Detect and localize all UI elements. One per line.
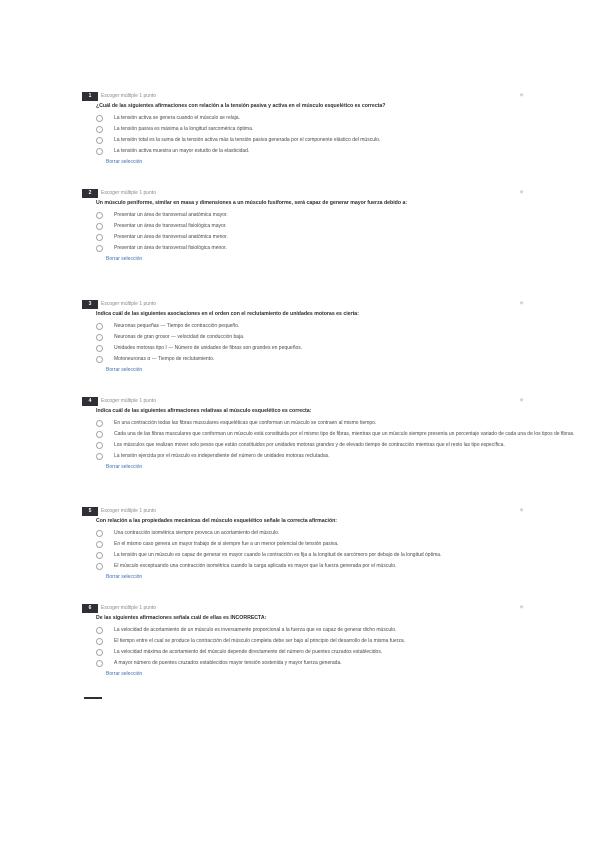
answer-option[interactable] — [96, 344, 516, 353]
question-meta: Escoger múltiple 1 punto — [101, 398, 157, 404]
answer-label: La tensión activa se genera cuando el músculo se relaja. — [114, 115, 240, 121]
question-header — [82, 298, 526, 310]
question-card — [82, 395, 575, 490]
question-text: Con relación a las propiedades mecánicas del músculo esquelético señale la correcta afirmación: — [96, 518, 338, 524]
answer-option[interactable] — [96, 551, 516, 560]
question-card — [82, 602, 526, 697]
question-number: 5 — [82, 507, 98, 516]
answer-option[interactable] — [96, 648, 516, 657]
question-card — [82, 505, 526, 600]
radio-button[interactable] — [96, 126, 103, 133]
question-number: 1 — [82, 92, 98, 101]
answer-option[interactable] — [96, 540, 516, 549]
radio-button[interactable] — [96, 212, 103, 219]
answer-option[interactable] — [96, 562, 516, 571]
question-meta: Escoger múltiple 1 punto — [101, 508, 157, 514]
answer-label: Presentar un área de transversal fisiológica mayor. — [114, 223, 227, 229]
radio-button[interactable] — [96, 334, 103, 341]
question-text: Indica cuál de las siguientes asociaciones en el orden con el reclutamiento de unidades motoras es cierta: — [96, 311, 359, 317]
radio-button[interactable] — [96, 649, 103, 656]
answer-option[interactable] — [96, 626, 516, 635]
answer-label: Presentar un área de transversal anatómica mayor. — [114, 212, 228, 218]
answer-label: En una contracción todas las fibras musculares esqueléticas que conforman un músculo se contraen al mismo tiempo. — [114, 420, 377, 426]
answer-label: Cada una de las fibras musculares que conforman un músculo está constituida por el mismo tipo de fibras, mientras que un músculo siempre presenta un porcentaje variado de cada una de los tipos de fibras. — [114, 431, 575, 437]
answer-option[interactable] — [96, 659, 516, 668]
answer-option[interactable] — [96, 419, 516, 428]
answer-option[interactable] — [96, 233, 516, 242]
flag-icon[interactable]: ✧ — [518, 190, 524, 196]
radio-button[interactable] — [96, 660, 103, 667]
question-header — [82, 505, 526, 517]
flag-icon[interactable]: ✧ — [518, 398, 524, 404]
question-card — [82, 90, 526, 185]
question-text: ¿Cuál de las siguientes afirmaciones con relación a la tensión pasiva y activa en el músculo esquelético es correcta? — [96, 103, 386, 109]
answer-label: En el mismo caso genera un mayor trabajo de si siempre fue a un menor potencial de tensión pasiva. — [114, 541, 339, 547]
question-card — [82, 298, 526, 393]
radio-button[interactable] — [96, 345, 103, 352]
question-header — [82, 602, 526, 614]
scroll-indicator — [84, 697, 102, 699]
answer-option[interactable] — [96, 637, 516, 646]
answer-option[interactable] — [96, 125, 516, 134]
answer-label: El tiempo entre el cual se produce la contracción del músculo completa debe ser bajo al principio del desarrollo de la misma fuerza. — [114, 638, 405, 644]
answer-option[interactable] — [96, 441, 516, 450]
answer-label: La velocidad máxima de acortamiento del músculo depende directamente del número de puentes cruzados establecidos. — [114, 649, 383, 655]
radio-button[interactable] — [96, 563, 103, 570]
question-number: 4 — [82, 397, 98, 406]
clear-selection-link[interactable]: Borrar selección — [106, 256, 143, 262]
answer-label: El músculo exceptuando una contracción isométrica cuando la carga aplicada es mayor que la fuerza generada por el músculo. — [114, 563, 397, 569]
flag-icon[interactable]: ✧ — [518, 93, 524, 99]
answer-label: La tensión activa muestra un mayor estudio de la elasticidad. — [114, 148, 250, 154]
answer-option[interactable] — [96, 430, 575, 439]
radio-button[interactable] — [96, 431, 103, 438]
answer-label: Motoneuronas α --- Tiempo de reclutamiento. — [114, 356, 215, 362]
question-number: 3 — [82, 300, 98, 309]
answer-label: La tensión total es la suma de la tensión activa más la tensión pasiva generada por el componente elástico del músculo. — [114, 137, 381, 143]
radio-button[interactable] — [96, 356, 103, 363]
answer-option[interactable] — [96, 529, 516, 538]
question-header — [82, 90, 526, 102]
question-meta: Escoger múltiple 1 punto — [101, 190, 157, 196]
radio-button[interactable] — [96, 530, 103, 537]
answer-option[interactable] — [96, 211, 516, 220]
clear-selection-link[interactable]: Borrar selección — [106, 671, 143, 677]
question-header — [82, 187, 526, 199]
answer-option[interactable] — [96, 333, 516, 342]
answer-option[interactable] — [96, 114, 516, 123]
question-meta: Escoger múltiple 1 punto — [101, 301, 157, 307]
clear-selection-link[interactable]: Borrar selección — [106, 159, 143, 165]
answer-label: Los músculos que realizan mover solo pesos que están constituidos por unidades motoras grandes y de elevado tiempo de contracción mientras que el resto las tipo específica. — [114, 442, 505, 448]
answer-label: La velocidad de acortamiento de un músculo es inversamente proporcional a la fuerza que es capaz de generar dicho músculo. — [114, 627, 397, 633]
question-text: Un músculo peniforme, similar en masa y dimensiones a un músculo fusiforme, será capaz de generar mayor fuerza debido a: — [96, 200, 408, 206]
flag-icon[interactable]: ✧ — [518, 301, 524, 307]
radio-button[interactable] — [96, 627, 103, 634]
radio-button[interactable] — [96, 552, 103, 559]
question-card — [82, 187, 526, 282]
radio-button[interactable] — [96, 638, 103, 645]
answer-label: Neuronas de gran grosor --- velocidad de conducción baja. — [114, 334, 245, 340]
answer-option[interactable] — [96, 147, 516, 156]
radio-button[interactable] — [96, 453, 103, 460]
question-number: 2 — [82, 189, 98, 198]
radio-button[interactable] — [96, 148, 103, 155]
clear-selection-link[interactable]: Borrar selección — [106, 367, 143, 373]
radio-button[interactable] — [96, 234, 103, 241]
answer-label: La tensión ejercida por el músculo es independiente del número de unidades motoras reclutadas. — [114, 453, 330, 459]
clear-selection-link[interactable]: Borrar selección — [106, 574, 143, 580]
answer-option[interactable] — [96, 322, 516, 331]
radio-button[interactable] — [96, 323, 103, 330]
radio-button[interactable] — [96, 223, 103, 230]
flag-icon[interactable]: ✧ — [518, 508, 524, 514]
answer-option[interactable] — [96, 355, 516, 364]
answer-option[interactable] — [96, 244, 516, 253]
answer-label: Presentar un área de transversal anatómica menor. — [114, 234, 228, 240]
question-meta: Escoger múltiple 1 punto — [101, 93, 157, 99]
radio-button[interactable] — [96, 541, 103, 548]
question-meta: Escoger múltiple 1 punto — [101, 605, 157, 611]
radio-button[interactable] — [96, 442, 103, 449]
answer-label: La tensión que un músculo es capaz de generar es mayor cuando la contracción es fija a la longitud de sarcómero por debajo de la longitud óptima. — [114, 552, 442, 558]
answer-option[interactable] — [96, 222, 516, 231]
clear-selection-link[interactable]: Borrar selección — [106, 464, 143, 470]
answer-label: Una contracción isométrica siempre provoca un acortamiento del músculo. — [114, 530, 280, 536]
flag-icon[interactable]: ✧ — [518, 605, 524, 611]
question-text: De las siguientes afirmaciones señala cuál de ellas es INCORRECTA: — [96, 615, 267, 621]
answer-label: La tensión pasiva es máxima a la longitud sarcomérica óptima. — [114, 126, 254, 132]
answer-label: A mayor número de puentes cruzados establecidos mayor tensión sostenida y mayor fuerza generada. — [114, 660, 342, 666]
answer-label: Neuronas pequeñas --- Tiempo de contracción pequeño. — [114, 323, 240, 329]
question-text: Indica cuál de las siguientes afirmaciones relativas al músculo esquelético es correcta: — [96, 408, 312, 414]
answer-option[interactable] — [96, 136, 516, 145]
radio-button[interactable] — [96, 115, 103, 122]
question-header — [82, 395, 526, 407]
answer-option[interactable] — [96, 452, 516, 461]
radio-button[interactable] — [96, 245, 103, 252]
radio-button[interactable] — [96, 137, 103, 144]
radio-button[interactable] — [96, 420, 103, 427]
answer-label: Unidades motoras tipo I --- Número de unidades de fibras son grandes en pequeños. — [114, 345, 303, 351]
answer-label: Presentar un área de transversal fisiológica menor. — [114, 245, 227, 251]
question-number: 6 — [82, 604, 98, 613]
